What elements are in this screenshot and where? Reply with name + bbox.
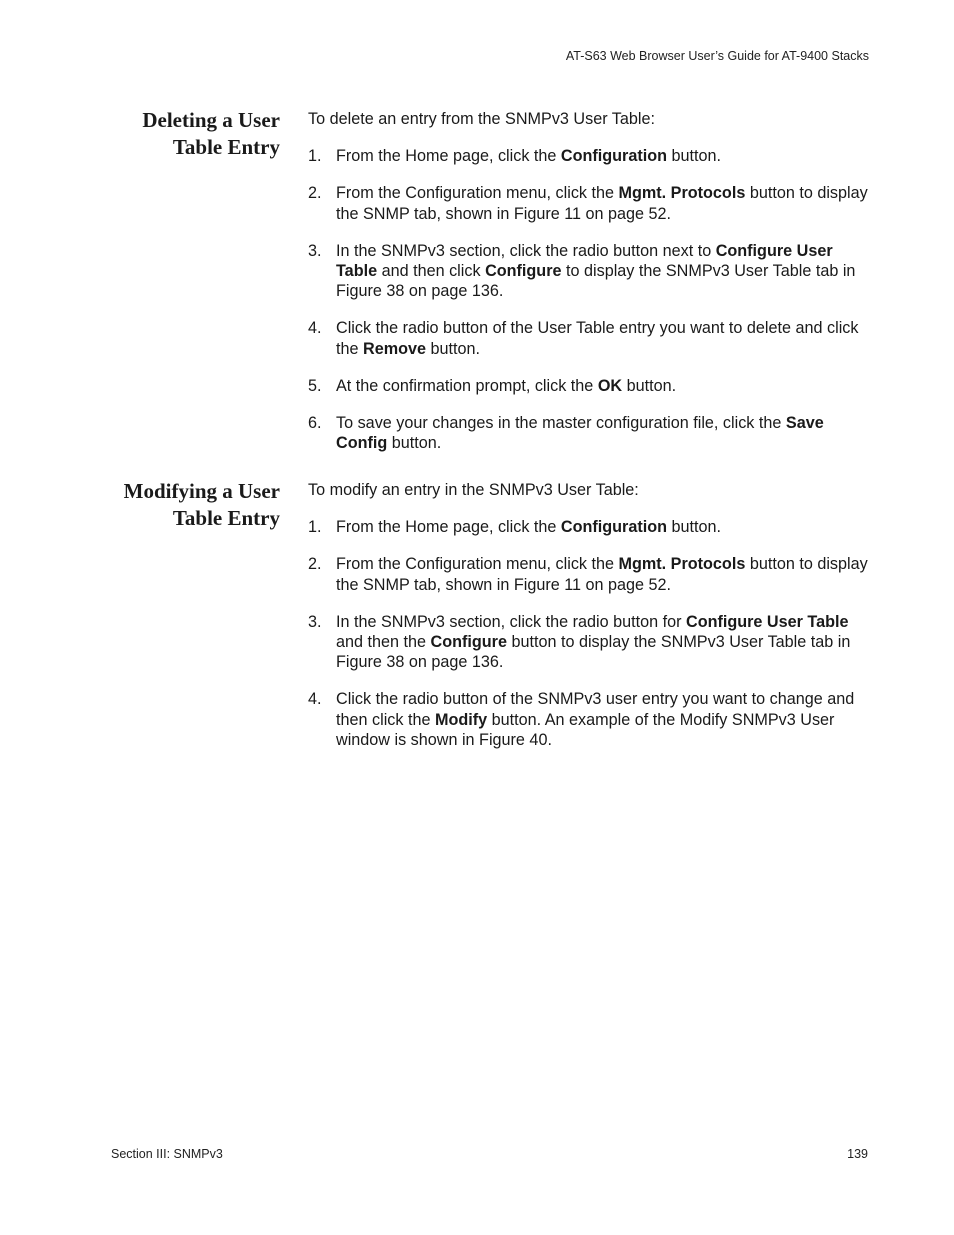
step-text: From the Configuration menu, click the: [336, 184, 619, 203]
intro-paragraph: To modify an entry in the SNMPv3 User Table:: [308, 481, 639, 499]
section-heading-line-1: Modifying a User: [123, 479, 280, 503]
step-item: [308, 517, 874, 537]
intro-paragraph: To delete an entry from the SNMPv3 User Table:: [308, 110, 655, 128]
step-emphasis: Configuration: [560, 147, 668, 166]
step-item: [308, 146, 874, 166]
section-body: [308, 480, 874, 767]
step-item: [308, 241, 874, 302]
step-text: and then the: [336, 633, 431, 652]
step-item: [308, 413, 874, 453]
step-number: 1.: [308, 518, 322, 537]
step-number: 2.: [308, 555, 322, 574]
steps-list: [308, 146, 874, 453]
section-heading-line-1: Deleting a User: [142, 108, 280, 132]
step-item: [308, 376, 874, 396]
step-text: button.: [426, 339, 481, 358]
step-text: From the Home page, click the: [336, 147, 561, 166]
step-number: 1.: [308, 147, 322, 166]
step-item: [308, 689, 874, 750]
step-emphasis: Modify: [434, 710, 488, 729]
step-text: Click the radio button of the User Table entry you want to delete and click the: [336, 319, 859, 358]
section-heading-line-2: Table Entry: [172, 135, 280, 159]
step-text: Click the radio button of the SNMPv3 user entry you want to change and then click the: [336, 690, 855, 729]
step-text: button.: [622, 376, 677, 395]
step-emphasis: Remove: [363, 339, 426, 358]
step-emphasis: Configure User Table: [686, 612, 849, 631]
step-item: [308, 612, 874, 673]
step-text: In the SNMPv3 section, click the radio button next to: [336, 241, 716, 260]
step-number: 4.: [308, 690, 322, 709]
step-number: 2.: [308, 184, 322, 203]
step-item: [308, 318, 874, 358]
section-body: [308, 109, 874, 470]
step-text: and then click: [377, 262, 486, 281]
step-text: button. An example of the Modify SNMPv3 User window is shown in Figure 40.: [336, 710, 835, 749]
step-number: 3.: [308, 612, 322, 631]
step-text: to display the SNMPv3 User Table tab in Figure 38 on page 136.: [336, 262, 856, 301]
step-number: 3.: [308, 241, 322, 260]
step-emphasis: OK: [597, 376, 623, 395]
step-emphasis: Mgmt. Protocols: [618, 184, 746, 203]
footer-page-number: 139: [847, 1147, 868, 1161]
steps-list: [308, 517, 874, 750]
step-text: button to display the SNMP tab, shown in Figure 11 on page 52.: [336, 555, 868, 594]
step-text: To save your changes in the master configuration file, click the: [336, 414, 786, 433]
step-emphasis: Configure: [485, 262, 562, 281]
section-heading: [80, 107, 280, 161]
step-text: From the Home page, click the: [336, 518, 561, 537]
step-text: In the SNMPv3 section, click the radio button for: [336, 612, 686, 631]
step-text: button to display the SNMPv3 User Table tab in Figure 38 on page 136.: [336, 633, 851, 672]
section-heading-line-2: Table Entry: [172, 506, 280, 530]
step-emphasis: Save Config: [336, 414, 824, 453]
running-header: AT-S63 Web Browser User’s Guide for AT-9400 Stacks: [565, 49, 869, 63]
step-text: From the Configuration menu, click the: [336, 555, 619, 574]
step-emphasis: Mgmt. Protocols: [618, 555, 746, 574]
step-number: 4.: [308, 319, 322, 338]
footer-section-label: Section III: SNMPv3: [111, 1147, 223, 1161]
section-heading: [80, 478, 280, 532]
step-number: 5.: [308, 376, 322, 395]
step-number: 6.: [308, 414, 322, 433]
step-text: button.: [667, 147, 722, 166]
step-text: At the confirmation prompt, click the: [336, 376, 598, 395]
step-item: [308, 183, 874, 223]
step-emphasis: Configure: [430, 633, 507, 652]
step-text: button.: [667, 518, 722, 537]
step-item: [308, 554, 874, 594]
step-emphasis: Configuration: [560, 518, 668, 537]
step-text: button.: [387, 434, 442, 453]
step-text: button to display the SNMP tab, shown in Figure 11 on page 52.: [336, 184, 868, 223]
step-emphasis: Configure User Table: [336, 241, 833, 281]
